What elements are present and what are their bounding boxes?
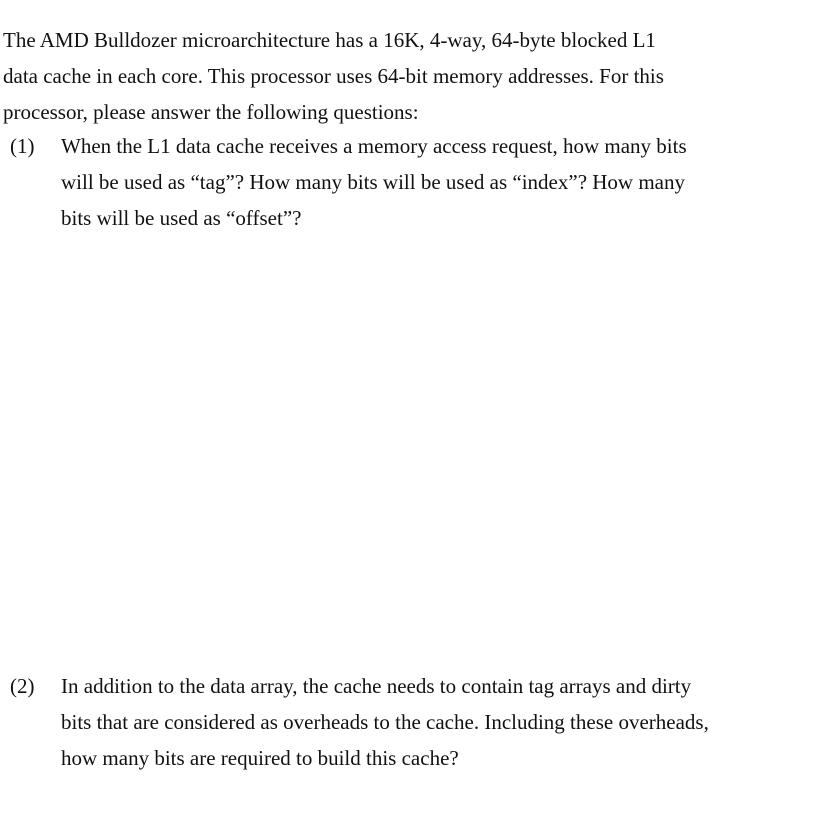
question-number: (2) xyxy=(10,674,35,698)
question-line: bits that are considered as overheads to the cache. Including these overheads, xyxy=(61,710,709,734)
question-line: will be used as “tag”? How many bits will be used as “index”? How many xyxy=(61,170,686,194)
intro-line: processor, please answer the following questions: xyxy=(3,100,419,124)
intro-line: The AMD Bulldozer microarchitecture has a 16K, 4-way, 64-byte blocked L1 xyxy=(3,28,656,52)
question-line: bits will be used as “offset”? xyxy=(61,206,302,230)
question-text xyxy=(61,668,821,776)
question-line: In addition to the data array, the cache needs to contain tag arrays and dirty xyxy=(61,674,692,698)
problem-intro xyxy=(3,22,803,130)
question-number: (1) xyxy=(10,134,35,158)
question-line: how many bits are required to build this cache? xyxy=(61,746,459,770)
question-line: When the L1 data cache receives a memory access request, how many bits xyxy=(61,134,687,158)
intro-line: data cache in each core. This processor uses 64-bit memory addresses. For this xyxy=(3,64,664,88)
question-text xyxy=(61,128,821,236)
